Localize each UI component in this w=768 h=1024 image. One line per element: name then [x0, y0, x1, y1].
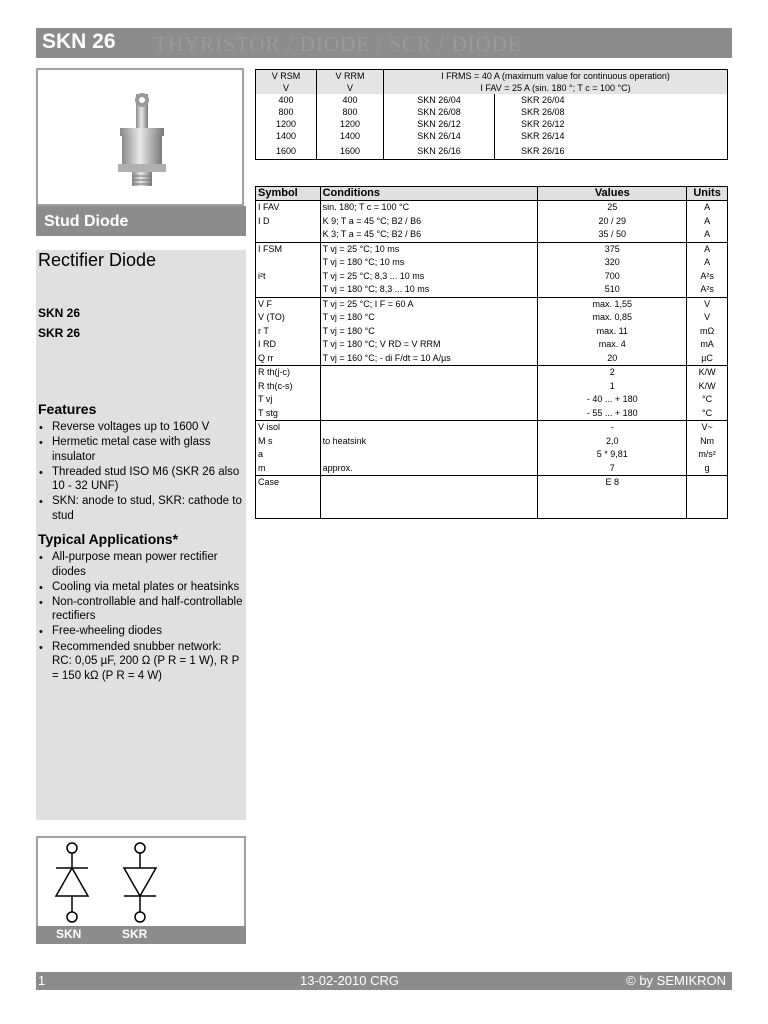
- table-cell: 510: [538, 283, 687, 297]
- table-cell: 800: [317, 106, 384, 118]
- table-cell: max. 1,55: [538, 297, 687, 311]
- table-row: [256, 297, 728, 311]
- list-item: • Reverse voltages up to 1600 V: [38, 420, 244, 435]
- table-row: [256, 462, 728, 476]
- vrrm-header: V RRM: [317, 70, 384, 83]
- table-cell: V~: [687, 421, 728, 435]
- table-cell: °C: [702, 407, 713, 418]
- list-item: • Recommended snubber network: RC: 0,05 µF, 200 Ω (P R = 1 W), R P = 150 kΩ (P R = 4 W): [38, 640, 244, 684]
- table-cell: °C: [702, 394, 713, 404]
- table-cell: 375: [538, 242, 687, 256]
- table-cell: SKR 26/04: [521, 95, 565, 105]
- table-cell: A: [687, 242, 728, 256]
- table-cell: R th(j-c): [256, 366, 321, 380]
- list-item: • Free-wheeling diodes: [38, 624, 244, 639]
- watermark-text: THYRISTOR / DIODE / SCR / DIODE: [154, 32, 522, 56]
- table-cell: SKR 26/16: [521, 145, 565, 156]
- product-skn: SKN 26: [38, 306, 81, 320]
- table-cell: m/s²: [698, 449, 716, 459]
- applications-list: [38, 550, 244, 684]
- table-cell: I RD: [256, 338, 321, 352]
- table-row: [256, 215, 728, 229]
- table-cell: 2,0: [538, 435, 687, 449]
- table-row: [256, 476, 728, 519]
- table-cell: mA: [700, 339, 714, 349]
- table-cell: V F: [256, 297, 321, 311]
- table-cell: 20 / 29: [538, 215, 687, 229]
- table-cell: r T: [256, 325, 321, 339]
- table-cell: Nm: [700, 435, 715, 446]
- table-cell: SKN 26/08: [384, 106, 495, 118]
- table-cell: 5 * 9,81: [538, 448, 687, 462]
- table-cell: T vj = 180 °C: [320, 311, 538, 325]
- table-cell: max. 11: [538, 325, 687, 339]
- table-cell: T vj = 180 °C: [320, 325, 538, 339]
- table-row: [256, 338, 728, 352]
- table-cell: approx.: [320, 462, 538, 476]
- table-cell: T vj = 25 °C; I F = 60 A: [320, 297, 538, 311]
- table-cell: SKR 26/12: [521, 119, 565, 129]
- table-cell: SKR 26/08: [521, 107, 565, 117]
- table-row: [256, 118, 728, 130]
- table-cell: T vj = 25 °C; 10 ms: [320, 242, 538, 256]
- table-cell: max. 4: [538, 338, 687, 352]
- skn-symbol-label: SKN: [56, 927, 82, 941]
- table-cell: m: [256, 462, 321, 476]
- table-cell: SKR 26/14: [521, 131, 565, 141]
- table-cell: A²s: [700, 270, 714, 281]
- table-cell: T vj = 25 °C; 8,3 ... 10 ms: [320, 270, 538, 284]
- footer-bar: [36, 972, 732, 990]
- table-cell: [256, 228, 321, 242]
- table-cell: 1400: [317, 130, 384, 142]
- features-title: Features: [38, 401, 97, 417]
- table-cell: SKN 26/04: [384, 94, 495, 106]
- table-cell: mΩ: [699, 325, 715, 336]
- table-cell: - 55 ... + 180: [538, 407, 687, 421]
- symbol-labels-bar: [36, 926, 246, 944]
- table-cell: 1600: [256, 142, 317, 160]
- table-cell: µC: [701, 352, 713, 363]
- table-cell: T vj: [256, 393, 321, 407]
- table-cell: [320, 476, 538, 519]
- table-row: [256, 106, 728, 118]
- table-cell: Q rr: [256, 352, 321, 366]
- product-photo: [36, 68, 244, 206]
- table-cell: [256, 256, 321, 270]
- footer-copyright: © by SEMIKRON: [626, 973, 726, 988]
- diode-symbols-icon: [38, 838, 244, 928]
- table-cell: 400: [256, 94, 317, 106]
- skr-symbol-label: SKR: [122, 927, 148, 941]
- specs-table: [255, 186, 728, 519]
- table-cell: [256, 283, 321, 297]
- stud-diode-image: [38, 70, 242, 204]
- list-item: • All-purpose mean power rectifier diodes: [38, 550, 244, 579]
- table-row: [256, 380, 728, 394]
- unit-cell: V: [317, 82, 384, 94]
- table-cell: 35 / 50: [538, 228, 687, 242]
- table-cell: V (TO): [256, 311, 321, 325]
- table-cell: 1600: [317, 142, 384, 160]
- col-units-header: Units: [687, 187, 728, 201]
- col-values-header: Values: [538, 187, 687, 201]
- footer-date: 13-02-2010 CRG: [300, 973, 399, 988]
- stud-diode-label: Stud Diode: [44, 213, 129, 230]
- table-cell: g: [704, 462, 710, 473]
- table-cell: sin. 180; T c = 100 °C: [320, 201, 538, 215]
- table-cell: T vj = 180 °C; V RD = V RRM: [320, 338, 538, 352]
- table-cell: SKN 26/12: [384, 118, 495, 130]
- table-cell: 800: [256, 106, 317, 118]
- left-panel: [36, 250, 246, 820]
- table-row: [256, 283, 728, 297]
- table-row: [256, 142, 728, 160]
- stud-diode-bar: [36, 206, 246, 236]
- table-cell: V: [687, 297, 728, 311]
- unit-cell: V: [256, 82, 317, 94]
- page-number: 1: [38, 973, 46, 988]
- table-row: [256, 270, 728, 284]
- table-cell: max. 0,85: [538, 311, 687, 325]
- table-cell: M s: [256, 435, 321, 449]
- table-row: [256, 130, 728, 142]
- table-cell: 1200: [256, 118, 317, 130]
- table-cell: K 3; T a = 45 °C; B2 / B6: [320, 228, 538, 242]
- ifav-header: I FAV = 25 A (sin. 180 °; T c = 100 °C): [384, 82, 728, 94]
- table-cell: K 9; T a = 45 °C; B2 / B6: [320, 215, 538, 229]
- table-cell: T vj = 160 °C; - di F/dt = 10 A/µs: [320, 352, 538, 366]
- table-cell: SKN 26/16: [384, 142, 495, 160]
- table-cell: [320, 448, 538, 462]
- table-cell: I FSM: [256, 242, 321, 256]
- table-cell: A: [704, 229, 711, 239]
- table-cell: [320, 421, 538, 435]
- table-cell: A: [704, 215, 711, 226]
- table-cell: 7: [538, 462, 687, 476]
- table-cell: 25: [538, 201, 687, 215]
- features-list: [38, 420, 244, 524]
- table-row: [256, 94, 728, 106]
- table-cell: SKN 26/14: [384, 130, 495, 142]
- table-cell: I D: [256, 215, 321, 229]
- table-cell: V: [704, 312, 711, 322]
- list-item: • Threaded stud ISO M6 (SKR 26 also 10 - 32 UNF): [38, 465, 244, 494]
- table-cell: A: [704, 257, 711, 267]
- table-cell: [320, 407, 538, 421]
- list-item: • Hermetic metal case with glass insulator: [38, 435, 244, 464]
- table-row: [256, 201, 728, 215]
- table-row: [256, 325, 728, 339]
- table-cell: R th(c-s): [256, 380, 321, 394]
- table-cell: 1: [538, 380, 687, 394]
- table-row: [256, 407, 728, 421]
- table-row: [256, 366, 728, 380]
- page-title: SKN 26: [42, 30, 116, 53]
- table-row: [256, 228, 728, 242]
- table-cell: T vj = 180 °C; 8,3 ... 10 ms: [320, 283, 538, 297]
- table-cell: I FAV: [256, 201, 321, 215]
- title-bar: [36, 28, 732, 58]
- table-cell: 2: [538, 366, 687, 380]
- table-cell: 1400: [256, 130, 317, 142]
- table-cell: Case: [256, 476, 321, 519]
- list-item: • Non-controllable and half-controllable rectifiers: [38, 595, 244, 624]
- table-cell: -: [538, 421, 687, 435]
- table-row: [256, 448, 728, 462]
- table-row: [256, 256, 728, 270]
- table-cell: A²s: [700, 284, 714, 294]
- table-cell: 20: [538, 352, 687, 366]
- table-row: [256, 352, 728, 366]
- table-cell: V isol: [256, 421, 321, 435]
- table-cell: - 40 ... + 180: [538, 393, 687, 407]
- table-cell: 320: [538, 256, 687, 270]
- table-cell: 1200: [317, 118, 384, 130]
- table-cell: [687, 476, 728, 519]
- table-cell: to heatsink: [320, 435, 538, 449]
- table-cell: K/W: [698, 380, 716, 391]
- col-symbol-header: Symbol: [256, 187, 321, 201]
- ifrms-header: I FRMS = 40 A (maximum value for continuous operation): [384, 70, 728, 83]
- table-cell: T stg: [256, 407, 321, 421]
- table-cell: 700: [538, 270, 687, 284]
- table-cell: A: [687, 201, 728, 215]
- table-cell: 400: [317, 94, 384, 106]
- vrsm-header: V RSM: [256, 70, 317, 83]
- ordering-table: [255, 69, 728, 160]
- table-cell: [320, 366, 538, 380]
- table-row: [256, 242, 728, 256]
- col-conditions-header: Conditions: [320, 187, 538, 201]
- table-cell: [320, 380, 538, 394]
- table-cell: E 8: [538, 476, 687, 519]
- table-cell: a: [256, 448, 321, 462]
- table-row: [256, 393, 728, 407]
- table-row: [256, 311, 728, 325]
- table-cell: K/W: [687, 366, 728, 380]
- applications-title: Typical Applications*: [38, 531, 179, 547]
- table-cell: [320, 393, 538, 407]
- product-skr: SKR 26: [38, 326, 81, 340]
- table-cell: T vj = 180 °C; 10 ms: [320, 256, 538, 270]
- table-row: [256, 421, 728, 435]
- rectifier-heading: Rectifier Diode: [38, 250, 157, 270]
- list-item: • Cooling via metal plates or heatsinks: [38, 580, 244, 595]
- list-item: • SKN: anode to stud, SKR: cathode to stud: [38, 494, 244, 523]
- table-cell: i²t: [256, 270, 321, 284]
- table-row: [256, 435, 728, 449]
